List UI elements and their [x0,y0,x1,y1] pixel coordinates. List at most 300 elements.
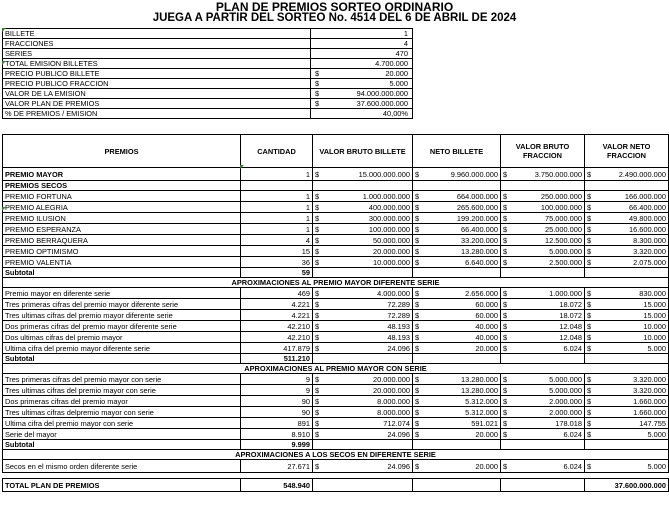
currency-symbol: $ [315,89,320,98]
table-row [3,235,669,246]
money-value: 1.000.000.000 [362,191,410,201]
money-cell [585,460,669,473]
info-value: 4.700.000 [375,59,408,68]
money-value: 6.640.000 [465,257,498,267]
column-header: NETO BILLETE [413,135,501,168]
money-wrap [313,258,412,267]
currency-symbol: $ [503,202,508,212]
currency-symbol: $ [415,332,420,342]
money-value: 48.193 [387,332,410,342]
money-value: 5.000.000 [549,385,582,395]
money-value: 8.000.000 [377,407,410,417]
info-value-cell [311,59,413,69]
money-value: 1.660.000 [633,407,666,417]
money-value: 4.000.000 [377,288,410,298]
money-value: 2.075.000 [633,257,666,267]
currency-symbol: $ [315,191,320,201]
table-row [3,460,669,473]
money-cell [413,168,501,181]
money-value: 12.048 [559,321,582,331]
money-value: 12.500.000 [545,235,582,245]
currency-symbol: $ [315,69,320,78]
empty-cell [501,268,585,278]
info-value-wrap [313,79,410,88]
info-value-wrap [313,39,410,48]
money-cell [501,246,585,257]
money-value: 3.320.000 [633,374,666,384]
money-cell [413,288,501,299]
money-cell [501,202,585,213]
currency-symbol: $ [587,429,592,439]
money-cell [413,257,501,268]
subtotal-value: 511.210 [241,354,313,364]
money-value: 10.000.000 [373,257,410,267]
empty-cell [585,440,669,450]
info-value: 37.600.000.000 [356,99,408,108]
currency-symbol: $ [315,213,320,223]
money-value: 72.289 [387,299,410,309]
money-value: 75.000.000 [545,213,582,223]
money-wrap [501,430,584,439]
money-wrap [585,214,668,223]
prize-qty: 1 [241,168,313,181]
money-wrap [585,322,668,331]
table-row [3,191,669,202]
money-cell [313,374,413,385]
prize-qty: 4.221 [241,299,313,310]
money-value: 830.000 [639,288,666,298]
currency-symbol: $ [503,332,508,342]
table-row [3,246,669,257]
money-value: 8.300.000 [633,235,666,245]
column-header: CANTIDAD [241,135,313,168]
subtotal-row [3,354,669,364]
money-cell [413,191,501,202]
info-label: FRACCIONES [3,39,311,49]
currency-symbol: $ [415,343,420,353]
money-value: 16.600.000 [629,224,666,234]
currency-symbol: $ [415,321,420,331]
money-cell [313,310,413,321]
currency-symbol: $ [315,418,320,428]
money-cell [585,343,669,354]
money-wrap [413,375,500,384]
money-wrap [585,225,668,234]
money-cell [413,299,501,310]
money-cell [413,321,501,332]
money-wrap [413,203,500,212]
money-cell [501,257,585,268]
money-wrap [501,203,584,212]
money-cell [413,235,501,246]
section-title: APROXIMACIONES AL PREMIO MAYOR DIFERENTE SERIE [3,278,669,288]
money-value: 147.755 [639,418,666,428]
money-value: 5.000.000 [549,246,582,256]
currency-symbol: $ [587,321,592,331]
currency-symbol: $ [587,235,592,245]
section-title: APROXIMACIONES A LOS SECOS EN DIFERENTE SERIE [3,450,669,460]
money-cell [313,257,413,268]
money-wrap [501,214,584,223]
table-row [3,310,669,321]
currency-symbol: $ [587,418,592,428]
money-cell [585,213,669,224]
money-cell [501,396,585,407]
money-value: 20.000 [475,343,498,353]
money-value: 66.400.000 [629,202,666,212]
money-wrap [313,311,412,320]
prize-qty: 9 [241,385,313,396]
currency-symbol: $ [587,396,592,406]
empty-cell [585,268,669,278]
info-label: VALOR PLAN DE PREMIOS [3,99,311,109]
money-value: 2.500.000 [549,257,582,267]
currency-symbol: $ [315,288,320,298]
table-header-row [3,135,669,168]
prize-name: Tres primeras cifras del premio mayor diferente serie [3,299,241,310]
empty-cell [413,268,501,278]
secos-title-row [3,181,669,191]
money-value: 178.018 [555,418,582,428]
money-value: 8.000.000 [377,396,410,406]
money-cell [585,191,669,202]
money-wrap [585,258,668,267]
money-wrap [413,289,500,298]
money-cell [413,202,501,213]
empty-cell [413,354,501,364]
info-value-wrap [313,29,410,38]
currency-symbol: $ [503,169,508,179]
currency-symbol: $ [587,343,592,353]
table-row [3,332,669,343]
money-cell [313,168,413,181]
money-cell [313,460,413,473]
money-cell [413,213,501,224]
table-row [3,396,669,407]
money-wrap [413,192,500,201]
info-label: % DE PREMIOS / EMISION [3,109,311,119]
info-label: PRECIO PUBLICO BILLETE [3,69,311,79]
money-wrap [313,170,412,179]
money-cell [501,385,585,396]
money-cell [313,224,413,235]
money-cell [585,168,669,181]
subtotal-label: Subtotal [3,354,241,364]
info-value-wrap [313,89,410,98]
currency-symbol: $ [503,418,508,428]
prize-qty: 1 [241,202,313,213]
table-row [3,288,669,299]
money-wrap [585,462,668,471]
currency-symbol: $ [315,202,320,212]
currency-symbol: $ [587,385,592,395]
currency-symbol: $ [315,224,320,234]
empty-cell [501,440,585,450]
prize-qty: 42.210 [241,332,313,343]
money-cell [413,332,501,343]
money-value: 1.000.000 [549,288,582,298]
table-row [3,299,669,310]
subtotal-row [3,440,669,450]
info-label: VALOR DE LA EMISION [3,89,311,99]
money-value: 20.000.000 [373,374,410,384]
money-wrap [413,236,500,245]
money-wrap [501,333,584,342]
currency-symbol: $ [587,288,592,298]
currency-symbol: $ [503,374,508,384]
info-row [3,49,413,59]
column-header: VALOR BRUTO BILLETE [313,135,413,168]
currency-symbol: $ [587,202,592,212]
table-row [3,257,669,268]
currency-symbol: $ [503,343,508,353]
money-wrap [413,300,500,309]
currency-symbol: $ [587,332,592,342]
money-wrap [585,311,668,320]
currency-symbol: $ [315,332,320,342]
table-row [3,168,669,181]
money-value: 10.000 [643,332,666,342]
prize-name: Tres primeras cifras del premio mayor con serie [3,374,241,385]
info-row [3,99,413,109]
money-value: 20.000.000 [373,385,410,395]
money-cell [313,332,413,343]
prize-qty: 15 [241,246,313,257]
currency-symbol: $ [315,99,320,108]
money-wrap [585,289,668,298]
money-wrap [585,333,668,342]
money-value: 166.000.000 [624,191,666,201]
currency-symbol: $ [587,310,592,320]
currency-symbol: $ [315,169,320,179]
table-row [3,385,669,396]
prize-qty: 469 [241,288,313,299]
empty-cell [501,181,585,191]
money-wrap [501,462,584,471]
money-cell [313,235,413,246]
money-value: 100.000.000 [368,224,410,234]
money-wrap [501,408,584,417]
money-cell [585,246,669,257]
money-wrap [313,289,412,298]
money-value: 265.600.000 [456,202,498,212]
money-wrap [501,225,584,234]
prize-qty: 90 [241,396,313,407]
currency-symbol: $ [503,257,508,267]
info-label: PRECIO PUBLICO FRACCION [3,79,311,89]
info-label: TOTAL EMISION BILLETES [3,59,311,69]
money-wrap [413,214,500,223]
currency-symbol: $ [503,213,508,223]
money-value: 24.096 [387,429,410,439]
money-cell [501,235,585,246]
money-wrap [585,203,668,212]
money-value: 250.000.000 [540,191,582,201]
currency-symbol: $ [503,321,508,331]
info-value-wrap [313,59,410,68]
money-wrap [413,408,500,417]
currency-symbol: $ [315,429,320,439]
info-row [3,29,413,39]
currency-symbol: $ [587,461,592,471]
money-cell [501,310,585,321]
money-cell [413,429,501,440]
currency-symbol: $ [503,396,508,406]
money-value: 3.750.000.000 [534,169,582,179]
money-value: 20.000 [475,461,498,471]
total-label: TOTAL PLAN DE PREMIOS [3,479,241,492]
info-value-wrap [313,99,410,108]
comment-marker-icon [2,28,6,32]
empty-cell [241,181,313,191]
money-cell [585,202,669,213]
currency-symbol: $ [415,235,420,245]
money-wrap [413,419,500,428]
currency-symbol: $ [587,246,592,256]
info-value: 20.000 [385,69,408,78]
money-value: 72.289 [387,310,410,320]
info-row [3,79,413,89]
info-row [3,59,413,69]
money-wrap [313,236,412,245]
prize-name: Ultima cifra del premio mayor diferente serie [3,343,241,354]
prize-name: Tres ultimas cifras del premio mayor con serie [3,385,241,396]
info-value-wrap [313,69,410,78]
prize-name: Serie del mayor [3,429,241,440]
money-value: 6.024 [563,429,582,439]
emission-info-table [2,28,413,119]
currency-symbol: $ [315,343,320,353]
currency-symbol: $ [315,246,320,256]
money-cell [585,429,669,440]
info-value: 40,00% [382,109,408,118]
prize-name: PREMIO MAYOR [3,168,241,181]
money-cell [501,288,585,299]
money-wrap [501,322,584,331]
currency-symbol: $ [587,191,592,201]
money-wrap [313,322,412,331]
money-wrap [501,300,584,309]
money-wrap [313,430,412,439]
total-value: 37.600.000.000 [585,479,669,492]
money-cell [313,407,413,418]
money-wrap [313,419,412,428]
money-wrap [585,419,668,428]
empty-cell [501,479,585,492]
money-wrap [501,419,584,428]
money-wrap [501,258,584,267]
money-cell [501,224,585,235]
money-cell [585,224,669,235]
currency-symbol: $ [315,385,320,395]
money-value: 5.000 [647,343,666,353]
currency-symbol: $ [415,385,420,395]
table-row [3,374,669,385]
money-cell [313,385,413,396]
currency-symbol: $ [587,213,592,223]
prize-qty: 9 [241,374,313,385]
money-wrap [585,192,668,201]
money-wrap [413,386,500,395]
money-cell [585,407,669,418]
money-cell [313,246,413,257]
empty-cell [313,268,413,278]
money-cell [585,418,669,429]
info-row [3,69,413,79]
subtotal-label: Subtotal [3,440,241,450]
money-value: 712.074 [383,418,410,428]
table-row [3,407,669,418]
comment-marker-icon [240,165,244,169]
money-wrap [413,462,500,471]
currency-symbol: $ [503,235,508,245]
secos-title: PREMIOS SECOS [3,181,241,191]
money-wrap [585,170,668,179]
currency-symbol: $ [587,299,592,309]
money-cell [413,396,501,407]
prize-name: PREMIO OPTIMISMO [3,246,241,257]
info-value-cell [311,89,413,99]
money-cell [413,460,501,473]
money-value: 66.400.000 [461,224,498,234]
money-wrap [413,170,500,179]
comment-marker-icon [2,61,6,65]
money-cell [585,310,669,321]
money-cell [413,374,501,385]
money-wrap [313,408,412,417]
currency-symbol: $ [503,191,508,201]
currency-symbol: $ [315,374,320,384]
money-wrap [413,258,500,267]
money-cell [313,299,413,310]
prize-qty: 4.221 [241,310,313,321]
money-value: 664.000.000 [456,191,498,201]
money-value: 2.000.000 [549,396,582,406]
table-row [3,343,669,354]
currency-symbol: $ [503,385,508,395]
info-value-cell [311,79,413,89]
currency-symbol: $ [415,407,420,417]
empty-cell [413,440,501,450]
money-wrap [313,397,412,406]
money-value: 5.312.000 [465,407,498,417]
money-value: 50.000.000 [373,235,410,245]
money-wrap [501,236,584,245]
empty-cell [413,479,501,492]
currency-symbol: $ [415,418,420,428]
money-cell [501,321,585,332]
prize-name: PREMIO ESPERANZA [3,224,241,235]
info-value-cell [311,109,413,119]
money-cell [413,407,501,418]
money-value: 9.960.000.000 [450,169,498,179]
currency-symbol: $ [587,374,592,384]
money-wrap [313,214,412,223]
money-wrap [313,344,412,353]
money-value: 18.072 [559,310,582,320]
money-cell [313,343,413,354]
money-wrap [413,225,500,234]
money-value: 15.000 [643,310,666,320]
money-cell [501,418,585,429]
prize-qty: 27.671 [241,460,313,473]
total-qty: 548.940 [241,479,313,492]
prize-name: Dos primeras cifras del premio mayor diferente serie [3,321,241,332]
prize-name: Tres ultimas cifras delpremio mayor con serie [3,407,241,418]
money-value: 5.000 [647,429,666,439]
money-wrap [585,375,668,384]
money-value: 24.096 [387,343,410,353]
